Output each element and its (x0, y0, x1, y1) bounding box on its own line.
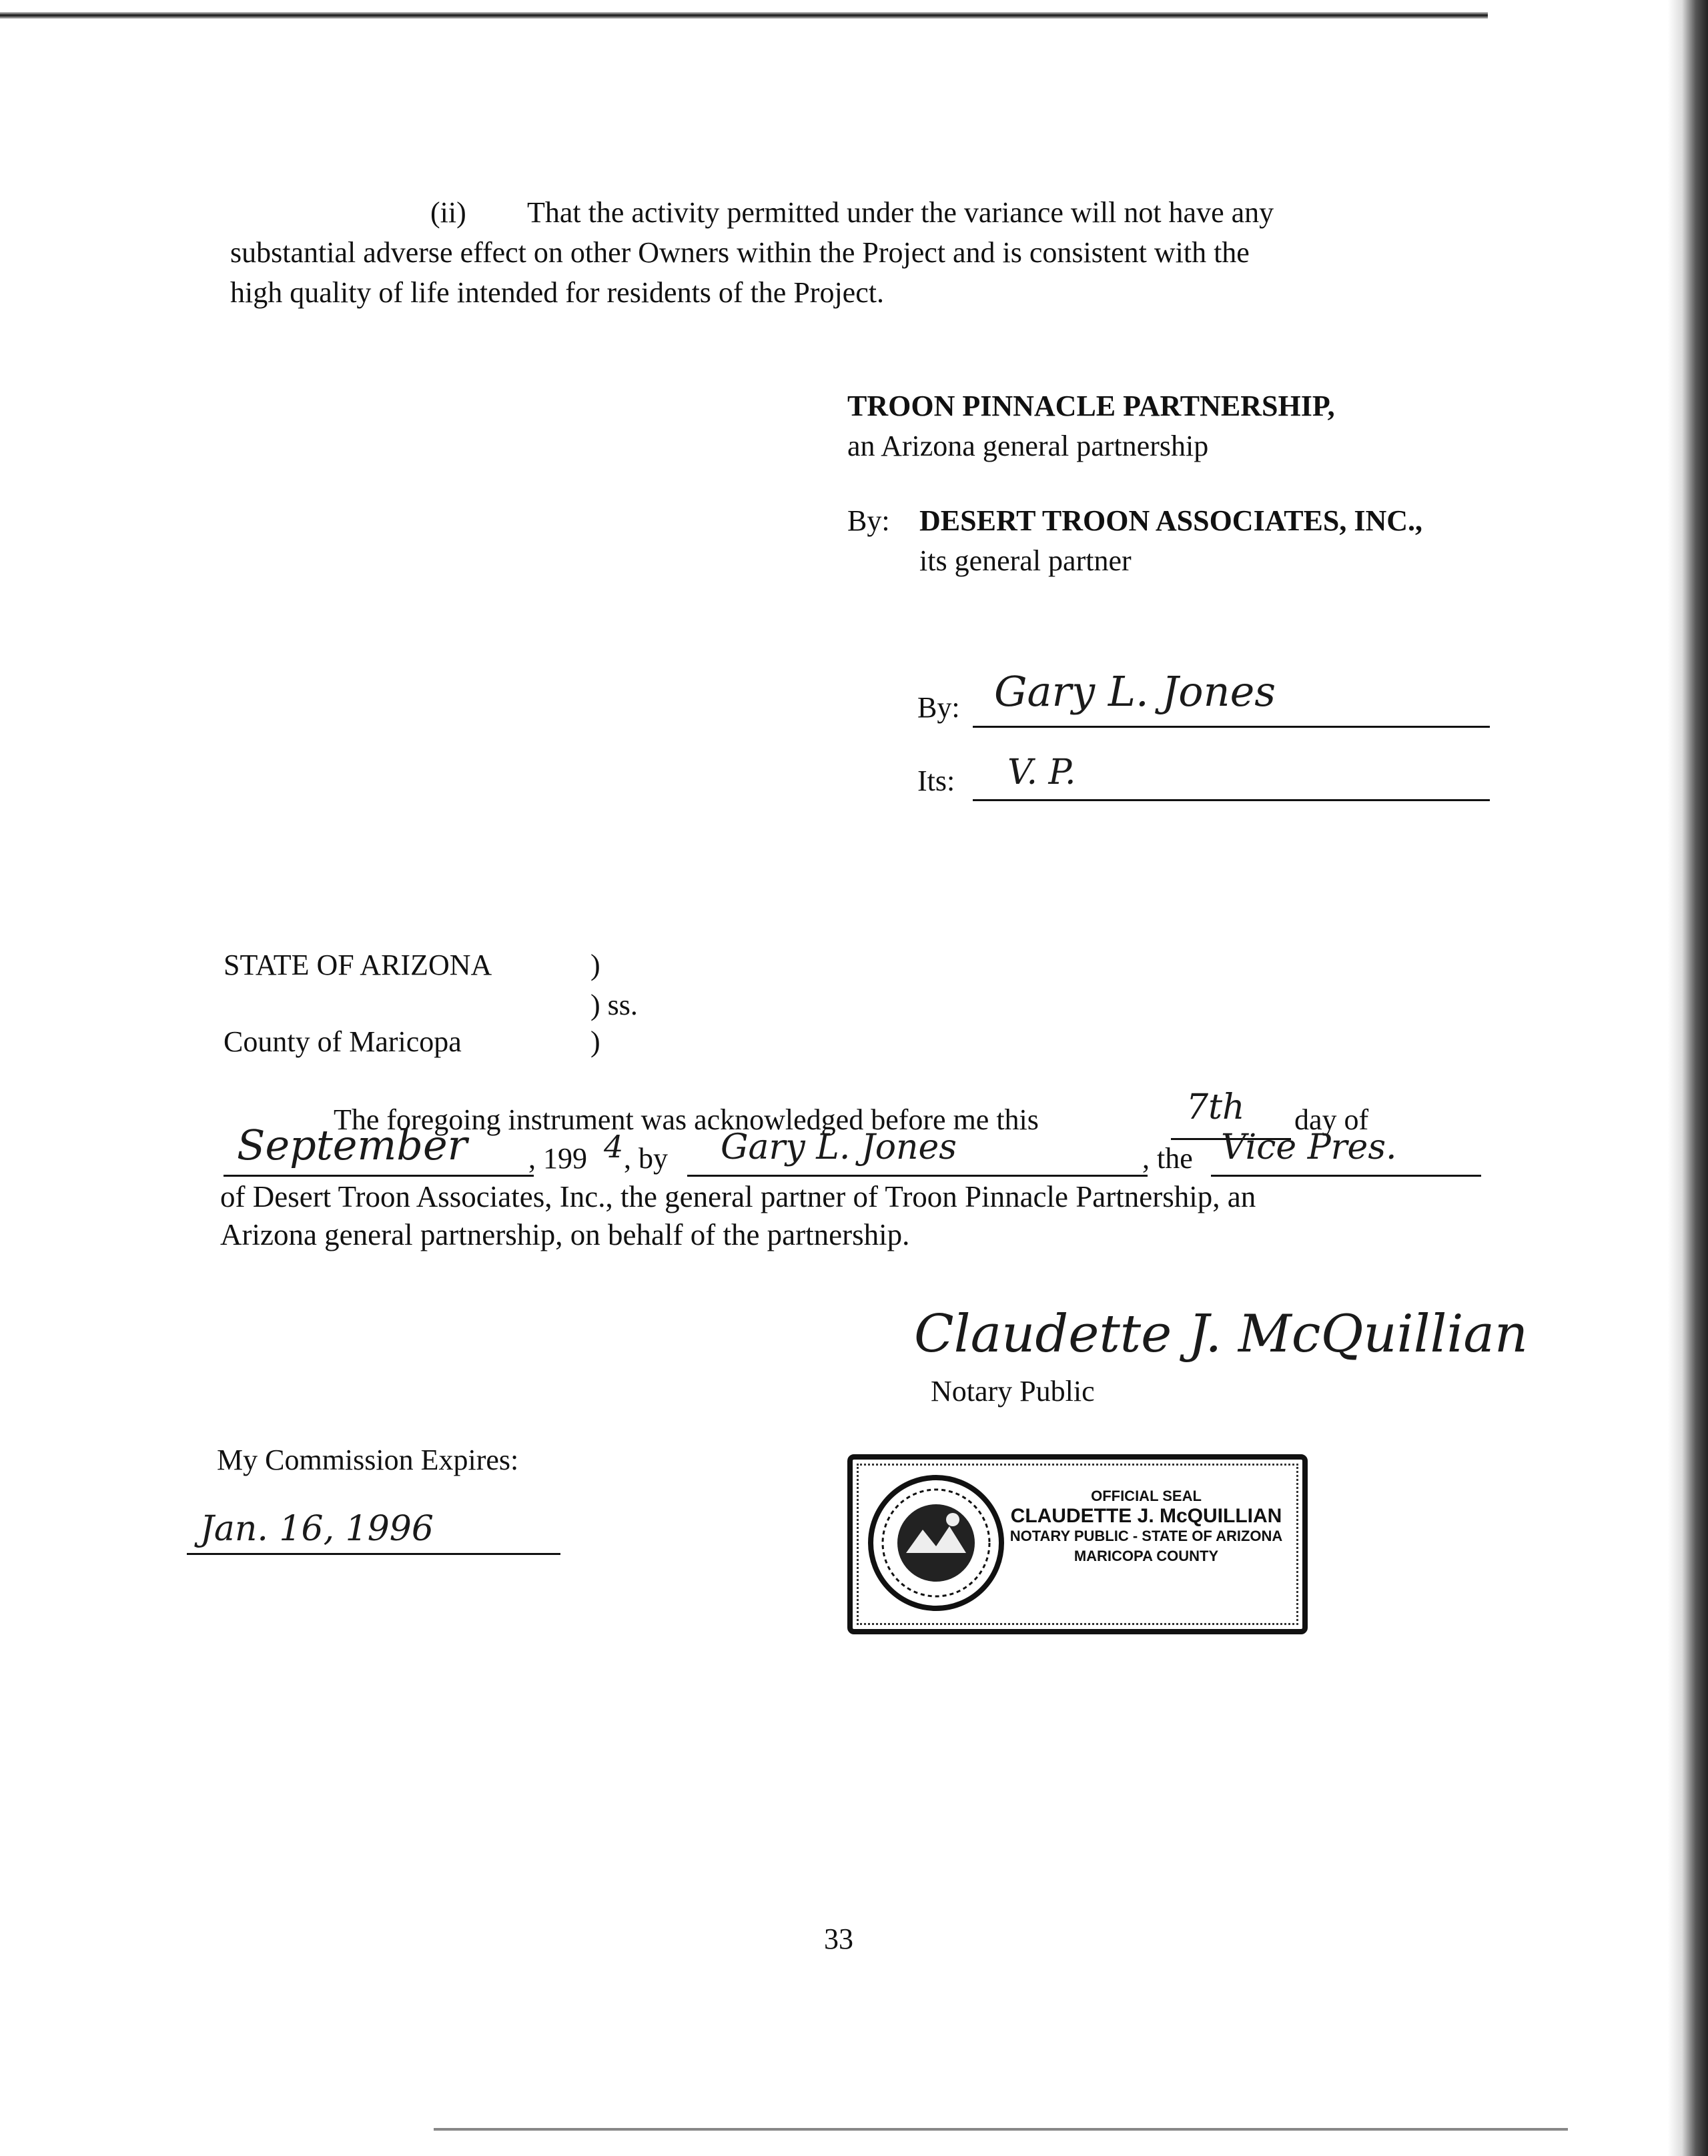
clause-line-1: That the activity permitted under the variance will not have any (527, 196, 1274, 229)
entity-name: TROON PINNACLE PARTNERSHIP, (847, 390, 1335, 422)
seal-line-4: MARICOPA COUNTY (1074, 1548, 1219, 1564)
seal-line-1: OFFICIAL SEAL (1091, 1488, 1202, 1504)
by-label: By: (847, 504, 890, 537)
scan-top-rule (0, 12, 1488, 19)
ack-month-value: September (237, 1121, 468, 1169)
seal-line-3: NOTARY PUBLIC - STATE OF ARIZONA (1009, 1528, 1283, 1544)
ack-the-label: , the (1142, 1142, 1193, 1175)
sign-by-label: By: (917, 691, 960, 724)
ack-day-value: 7th (1186, 1087, 1245, 1127)
partner-name: DESERT TROON ASSOCIATES, INC., (919, 504, 1423, 537)
its-label: Its: (917, 764, 955, 797)
notary-signature: Claudette J. McQuillian (914, 1304, 1529, 1364)
partner-description: its general partner (919, 544, 1132, 577)
ack-line-3: of Desert Troon Associates, Inc., the general partner of Troon Pinnacle Partnership, an (220, 1180, 1256, 1213)
seal-text (999, 1486, 1293, 1566)
clause-line-2: substantial adverse effect on other Owners within the Project and is consistent with the (230, 236, 1250, 269)
clause-line-3: high quality of life intended for residents of the Project. (230, 276, 884, 309)
ack-signer-value: Gary L. Jones (721, 1127, 957, 1167)
notary-seal (847, 1454, 1308, 1634)
ack-title-value: Vice Pres. (1221, 1127, 1397, 1167)
ack-day-label: day of (1294, 1103, 1369, 1136)
seal-line-2: CLAUDETTE J. McQUILLIAN (1010, 1505, 1282, 1527)
entity-description: an Arizona general partnership (847, 430, 1209, 462)
commission-value: Jan. 16, 1996 (200, 1509, 434, 1549)
ack-year-prefix: , 199 (528, 1142, 587, 1175)
ack-intro: The foregoing instrument was acknowledged before me this (334, 1103, 1039, 1136)
venue-paren-1: ) (590, 949, 600, 981)
by-signature: Gary L. Jones (994, 667, 1276, 716)
venue-ss: ) ss. (590, 989, 638, 1021)
clause-marker: (ii) (430, 196, 466, 229)
commission-label: My Commission Expires: (217, 1444, 519, 1476)
page-number: 33 (824, 1923, 853, 1955)
state-seal-icon (866, 1473, 1006, 1613)
its-value: V. P. (1007, 752, 1076, 792)
scan-bottom-rule (434, 2128, 1568, 2131)
venue-paren-3: ) (590, 1025, 600, 1058)
scan-right-edge (1668, 0, 1708, 2156)
ack-year-digit: 4 (604, 1129, 624, 1165)
venue-state: STATE OF ARIZONA (224, 949, 492, 981)
notary-label: Notary Public (931, 1375, 1095, 1408)
venue-county: County of Maricopa (224, 1025, 462, 1058)
ack-by-label: , by (624, 1142, 668, 1175)
ack-line-4: Arizona general partnership, on behalf of the partnership. (220, 1218, 910, 1251)
